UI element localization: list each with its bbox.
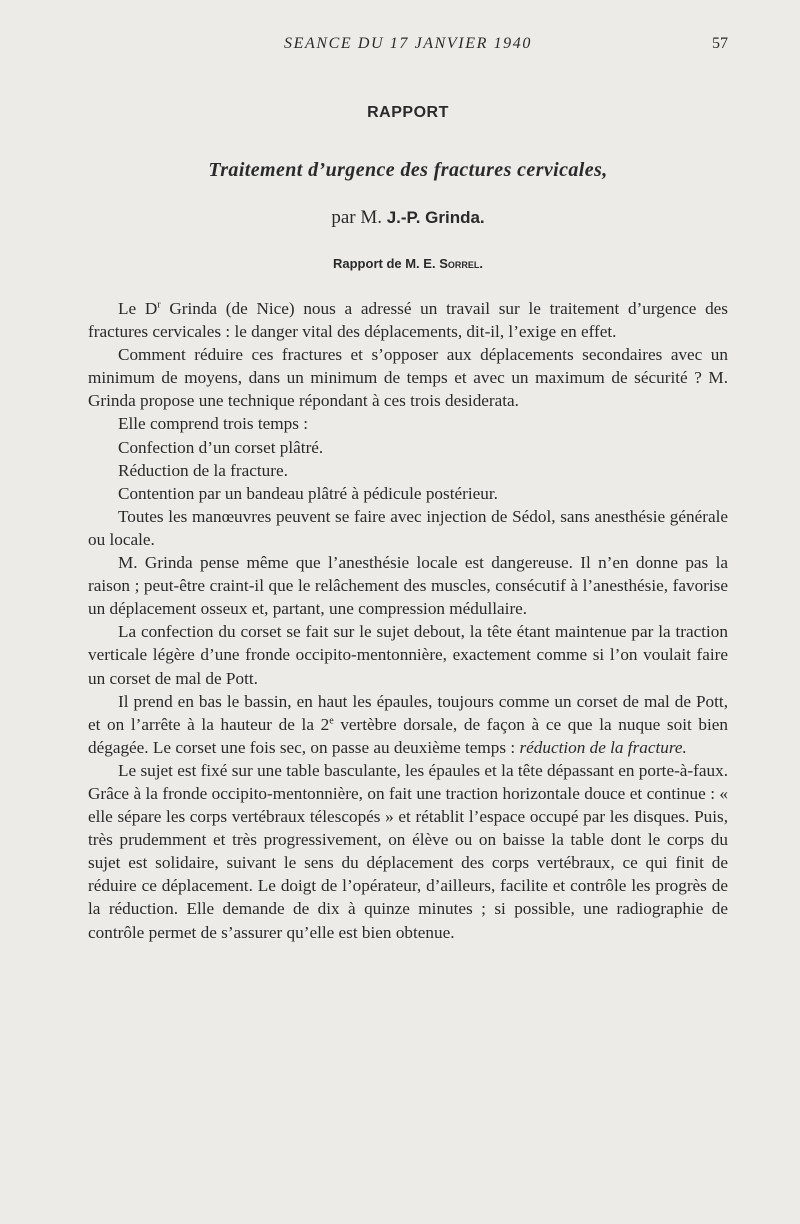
p1-text-b: Grinda (de Nice) nous a adressé un travail sur le traitement d’urgence des fractures cervicales : le danger vital des déplacements, dit-il, l’exige en effet.	[88, 299, 728, 342]
paragraph-5: Réduction de la fracture.	[118, 460, 288, 480]
byline-prefix: par M.	[331, 207, 382, 228]
paragraph-6: Contention par un bandeau plâtré à pédicule postérieur.	[118, 483, 498, 503]
article-body	[88, 297, 728, 944]
p10-text-a: Il prend en bas le bassin, en haut les épaules, toujours comme un corset de mal de Pott, et on l’arrête à la hauteur de la 2	[88, 691, 728, 734]
byline	[88, 207, 728, 229]
reporter-prefix: Rapport de M. E.	[333, 256, 436, 271]
running-title: SEANCE DU 17 JANVIER 1940	[284, 35, 532, 52]
paragraph-9: La confection du corset se fait sur le sujet debout, la tête étant maintenue par la traction verticale légère d’une fronde occipito-mentonnière, exactement comme si l’on voulait faire un corset de mal de Pott.	[88, 622, 728, 688]
article-title: Traitement d’urgence des fractures cervicales,	[208, 159, 608, 181]
paragraph-1	[88, 297, 728, 343]
running-header	[88, 35, 728, 57]
p1-superscript: r	[157, 299, 161, 311]
paragraph-3: Elle comprend trois temps :	[118, 414, 308, 434]
paragraph-4: Confection d’un corset plâtré.	[118, 437, 324, 457]
p1-text-a: Le D	[118, 299, 158, 318]
paragraph-8: M. Grinda pense même que l’anesthésie locale est dangereuse. Il n’en donne pas la raison ; peut-être craint-il que le relâchement des muscles, consécutif à l’anesthésie, favorise un déplacement osseux et, partant, une compression médullaire.	[88, 553, 728, 619]
byline-author: J.-P. Grinda.	[386, 208, 485, 227]
reporter-name: Sorrel.	[439, 256, 483, 271]
page-number: 57	[712, 35, 728, 52]
reporter-line	[88, 256, 728, 271]
p10-italic-text: réduction de la fracture.	[519, 737, 687, 757]
paragraph-11: Le sujet est fixé sur une table basculante, les épaules et la tête dépassant en porte-à-faux. Grâce à la fronde occipito-mentonnière, on fait une traction horizontale douce et continue : « elle sépare les corps vertébraux télescopés » et rétablit l’espace occupé par les disques. Puis, très prudemment et très progressivement, on élève ou on baisse la table dont le corps du sujet est solidaire, suivant le sens du déplacement des corps vertébraux, ce qui finit de réduire ce déplacement. Le doigt de l’opérateur, d’ailleurs, facilite et contrôle les progrès de la réduction. Elle demande de dix à quinze minutes ; si possible, une radiographie de contrôle permet de s’assurer qu’elle est bien obtenue.	[88, 760, 728, 942]
paragraph-2: Comment réduire ces fractures et s’opposer aux déplacements secondaires avec un minimum de moyens, dans un minimum de temps et avec un maximum de sécurité ? M. Grinda propose une technique répondant à ces trois desiderata.	[88, 345, 728, 411]
p10-text-b: vertèbre dorsale, de façon à ce que la nuque soit bien dégagée. Le corset une fois sec, on passe au deuxième temps :	[88, 714, 728, 757]
paragraph-10	[88, 690, 728, 759]
paragraph-7: Toutes les manœuvres peuvent se faire avec injection de Sédol, sans anesthésie générale ou locale.	[88, 506, 728, 549]
section-heading: RAPPORT	[367, 104, 449, 121]
p10-superscript: e	[329, 714, 334, 726]
